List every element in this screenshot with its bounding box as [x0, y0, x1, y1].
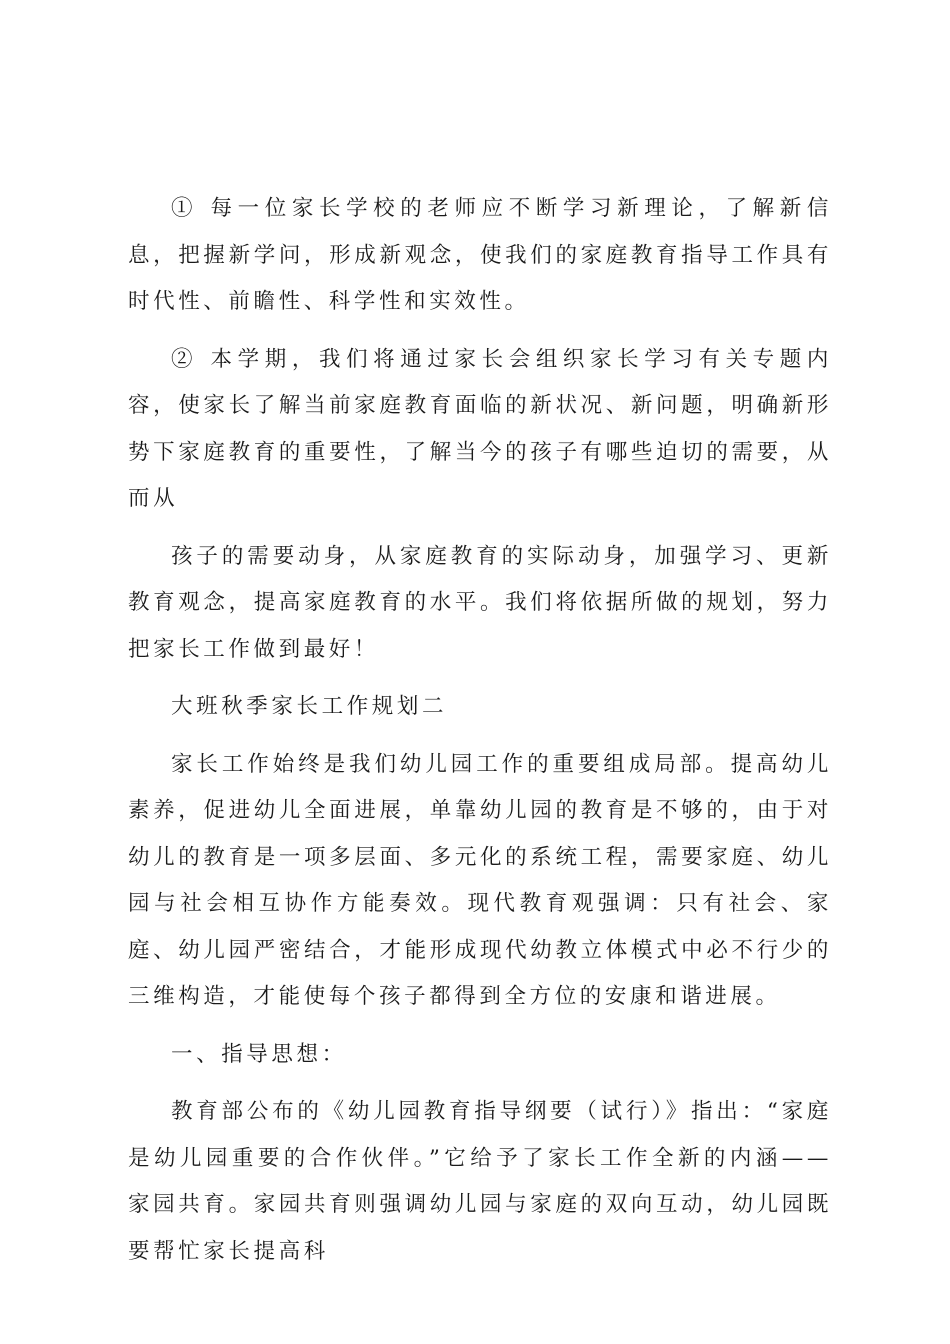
heading-guiding-thought: 一、指导思想： — [171, 1041, 347, 1067]
paragraph-teacher-learning: ① 每一位家长学校的老师应不断学习新理论，了解新信息，把握新学问，形成新观念，使我们的家庭教育指导工作具有时代性、前瞻性、科学性和实效性。 — [128, 196, 832, 314]
paragraph-child-needs: 孩子的需要动身，从家庭教育的实际动身，加强学习、更新教育观念，提高家庭教育的水平。我们将依据所做的规划，努力把家长工作做到最好！ — [128, 543, 832, 662]
paragraph-parent-meeting: ② 本学期，我们将通过家长会组织家长学习有关专题内容，使家长了解当前家庭教育面临的新状况、新问题，明确新形势下家庭教育的重要性，了解当今的孩子有哪些迫切的需要，从而从 — [128, 346, 832, 511]
document-body — [128, 186, 832, 1286]
section-title-plan-two: 大班秋季家长工作规划二 — [171, 694, 448, 719]
paragraph-education-outline: 教育部公布的《幼儿园教育指导纲要（试行）》指出：“家庭是幼儿园重要的合作伙伴。”它给予了家长工作全新的内涵——家园共育。家园共育则强调幼儿园与家庭的双向互动，幼儿园既要帮忙家长提高科 — [128, 1099, 832, 1264]
paragraph-parent-work-importance: 家长工作始终是我们幼儿园工作的重要组成局部。提高幼儿素养，促进幼儿全面进展，单靠幼儿园的教育是不够的，由于对幼儿的教育是一项多层面、多元化的系统工程，需要家庭、幼儿园与社会相互协作方能奏效。现代教育观强调：只有社会、家庭、幼儿园严密结合，才能形成现代幼教立体模式中必不行少的三维构造，才能使每个孩子都得到全方位的安康和谐进展。 — [128, 751, 832, 1009]
